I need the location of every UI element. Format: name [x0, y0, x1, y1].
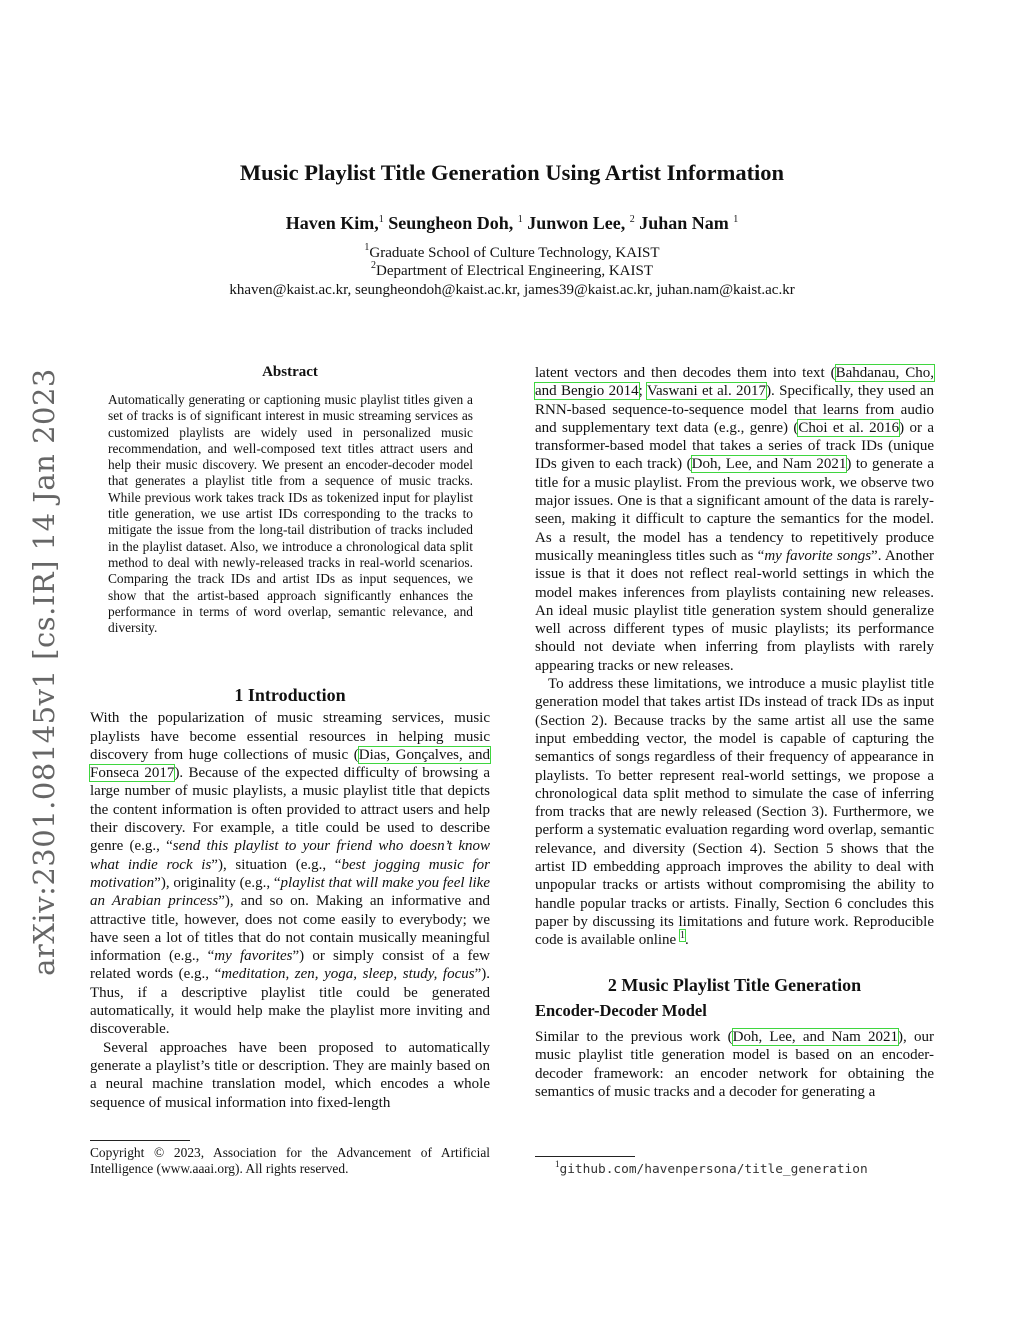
- citation-link[interactable]: Doh, Lee, and Nam 2021: [691, 456, 847, 473]
- author-name: Seungheon Doh,: [388, 213, 514, 233]
- citation-link[interactable]: Doh, Lee, and Nam 2021: [732, 1029, 899, 1046]
- abstract-text: Automatically generating or captioning music playlist titles given a set of tracks is of significant interest in music streaming services as customized playlists are widely used in personalized music recommendation, and well-composed text titles attract users and help their music discovery. We present an encoder-decoder model that generates a playlist title from a sequence of music tracks. While previous work takes track IDs as tokenized input for playlist title generation, we use artist IDs corresponding to the tracks to mitigate the issue from the long-tail distribution of tracks included in the playlist dataset. Also, we introduce a chronological data split method to deal with newly-released tracks in real-world scenarios. Comparing the track IDs and artist IDs as input sequences, we show that the artist-based approach significantly enhances the performance in terms of word overlap, semantic relevance, and diversity.: [108, 392, 473, 636]
- footnote: [555, 1161, 868, 1177]
- example-title: send this playlist to your friend who doesn’t know what indie rock is: [90, 838, 490, 873]
- text-run: ”) or simply consist of a few related words (e.g., “: [90, 948, 490, 983]
- footnote-url[interactable]: github.com/havenpersona/title_generation: [559, 1162, 868, 1177]
- text-run: .: [684, 932, 689, 949]
- text-run: latent vectors and then decodes them into text (: [535, 365, 836, 381]
- intro-paragraph-3: [535, 364, 934, 675]
- affiliation-number: 2: [371, 260, 376, 271]
- author-affiliation-mark: 1: [517, 214, 523, 225]
- text-run: Similar to the previous work (: [535, 1029, 733, 1046]
- arxiv-stamp: [24, 368, 64, 976]
- citation-link[interactable]: Vaswani et al. 2017: [646, 383, 767, 400]
- paper-title: Music Playlist Title Generation Using Artist Information: [239, 160, 785, 185]
- intro-paragraph-2: Several approaches have been proposed to automatically generate a playlist’s title or description. They are mainly based on a neural machine translation model, which encodes a whole sequence of musical information into fixed-length: [90, 1039, 490, 1111]
- citation-link[interactable]: Bahdanau, Cho, and Bengio 2014: [535, 365, 934, 400]
- example-title: my favorites: [214, 948, 293, 965]
- text-run: ). Specifically, they used an RNN-based sequence-to-sequence model that learns from audio and supplementary text data (e.g., genre) (: [535, 383, 934, 436]
- author-name: Junwon Lee,: [527, 213, 626, 233]
- text-run: ), our music playlist title generation model is based on an encoder-decoder framework: an encoder network for obtaining the semantics of music tracks and a decoder for generating a: [535, 1029, 934, 1100]
- subsection-heading: Encoder-Decoder Model: [535, 1000, 707, 1020]
- text-run: ;: [638, 383, 647, 400]
- text-run: To address these limitations, we introduce a music playlist title generation model that takes artist IDs instead of track IDs as input (Section 2). Because tracks by the same artist all use the same input embedding vector, the model is capable of capturing the semantics of songs regardless of their frequency of appearance in playlists. To better represent real-world settings, we propose a chronological data split method to simulate the case of inferring from tracks that are newly released (Section 3). Furthermore, we perform a systematic evaluation regarding word overlap, semantic relevance, and diversity (Section 4). Section 5 shows that the artist ID embedding approach improves the ability to deal with unpopular tracks or artists without compromising the ability to handle popular tracks or artists. Finally, Section 6 concludes this paper by discussing its limitations and future work. Reproducible code is available online: [535, 676, 934, 949]
- intro-section: [90, 686, 490, 1112]
- example-title: meditation, zen, yoga, sleep, study, focus: [221, 966, 475, 983]
- footnote-rule: [90, 1140, 190, 1141]
- citation-link[interactable]: Choi et al. 2016: [798, 419, 900, 436]
- abstract-heading: Abstract: [262, 364, 318, 380]
- author-name: Juhan Nam: [639, 213, 729, 233]
- author-emails: khaven@kaist.ac.kr, seungheondoh@kaist.ac.kr, james39@kaist.ac.kr, juhan.nam@kaist.ac.kr: [229, 282, 795, 298]
- section2-paragraph-1: [535, 1028, 934, 1101]
- text-run: ) to generate a title for a music playlist. From the previous work, we observe two major issues. One is that a significant amount of the data is rarely-seen, making it difficult to capture the semantics for the model. As a result, the model has a tendency to repetitively produce musically meaningless titles such as “: [535, 456, 934, 564]
- intro-paragraph-1: [90, 709, 490, 1038]
- affiliation: [0, 242, 1024, 262]
- affiliation-text: Graduate School of Culture Technology, KAIST: [369, 245, 660, 261]
- text-run: ”). Thus, if a descriptive playlist title could be generated automatically, it would help make the playlist more inviting and discoverable.: [90, 966, 490, 1038]
- footnote-number: 1: [555, 1159, 560, 1169]
- author-name: Haven Kim,: [285, 213, 379, 233]
- author-affiliation-mark: 1: [733, 214, 739, 225]
- footnote-link[interactable]: 1: [679, 930, 685, 942]
- author-affiliation-mark: 1: [378, 214, 384, 225]
- text-run: ”), situation (e.g., “: [211, 856, 342, 873]
- author-list: [0, 213, 1024, 234]
- text-run: ”), originality (e.g., “: [154, 874, 281, 891]
- text-run: ) or a transformer-based model that takes a series of track IDs (unique IDs given to each track) (: [535, 419, 934, 473]
- arxiv-id: arXiv:2301.08145v1 [cs.IR] 14 Jan 2023: [27, 368, 62, 976]
- right-column: [535, 364, 934, 1101]
- section-heading: 2 Music Playlist Title Generation: [607, 974, 862, 995]
- intro-paragraph-4: [535, 675, 934, 949]
- affiliation-number: 1: [364, 242, 370, 253]
- footnote-rule: [535, 1156, 635, 1157]
- text-run: ”. Another issue is that it does not reflect real-world settings in which the model makes inferences from playlists containing new releases. An ideal music playlist title generation system should generalize well across different types of music playlists; its performance should not deviate when inferring from playlists with rarely appearing tracks or new releases.: [535, 547, 934, 674]
- example-title: best jogging music for motivation: [90, 856, 490, 891]
- copyright-notice: Copyright © 2023, Association for the Advancement of Artificial Intelligence (www.aaai.org). All rights reserved.: [90, 1145, 490, 1177]
- text-run: ”), and so on. Making an informative and attractive title, however, does not come easily to everybody; we have seen a lot of titles that do not contain musically meaningful information (e.g., “: [90, 893, 490, 965]
- citation-link[interactable]: Dias, Gonçalves, and Fonseca 2017: [90, 746, 491, 782]
- affiliation: [0, 260, 1024, 280]
- example-title: playlist that will make you feel like an Arabian princess: [90, 874, 490, 910]
- example-title: my favorite songs: [764, 547, 872, 564]
- affiliation-text: Department of Electrical Engineering, KAIST: [376, 263, 653, 279]
- section-heading: 1 Introduction: [234, 685, 346, 705]
- author-affiliation-mark: 2: [629, 214, 635, 225]
- text-run: With the popularization of music streaming services, music playlists have become essential resources in helping music discovery from huge collections of music (: [90, 710, 490, 763]
- text-run: ). Because of the expected difficulty of browsing a large number of music playlists, a music playlist title that depicts the content information is often provided to attract users and help their discovery. For example, a title could be used to describe genre (e.g., “: [90, 765, 491, 855]
